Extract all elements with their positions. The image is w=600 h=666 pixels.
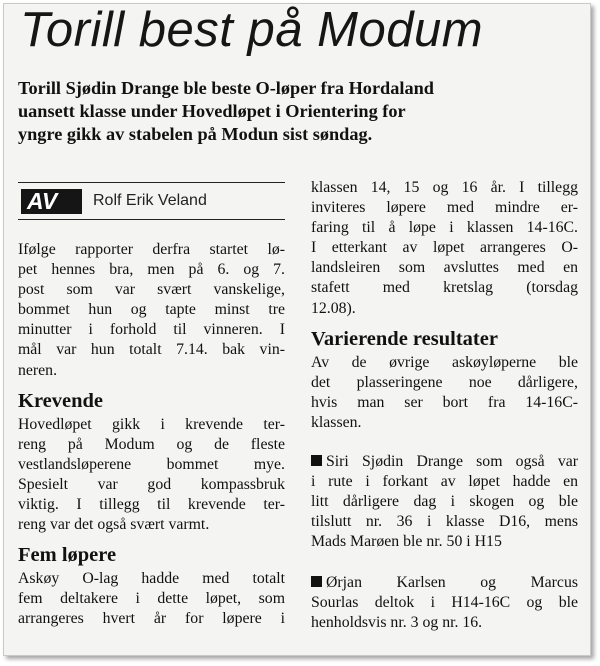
text-line: i rute i forkant av løpet hadde en bbox=[311, 473, 578, 491]
text-line: Mads Marøen ble nr. 50 i H15 bbox=[311, 533, 502, 551]
paragraph bbox=[311, 353, 578, 433]
text-line bbox=[311, 573, 578, 593]
text-line: Hovedløpet gikk i krevende ter- bbox=[18, 415, 285, 433]
text-line: inviteres løpere med mindre er- bbox=[311, 199, 578, 217]
text-line-content: Siri Sjødin Drange som også var bbox=[326, 453, 578, 471]
text-line: post som var svært vanskelige, bbox=[18, 281, 285, 299]
headline: Torill best på Modum bbox=[20, 3, 484, 57]
text-line: I etterkant av løpet arrangeres O- bbox=[311, 239, 578, 257]
text-line: fem deltakere i dette løpet, som bbox=[18, 590, 285, 608]
text-line: Spesielt var god kompassbruk bbox=[18, 475, 285, 493]
text-line: neren. bbox=[18, 361, 58, 379]
av-logo bbox=[21, 189, 82, 214]
text-line: hvis man ser bort fra 14-16C- bbox=[311, 393, 578, 411]
text-line: Av de øvrige askøyløperne ble bbox=[311, 353, 578, 371]
text-line: henholdsvis nr. 3 og nr. 16. bbox=[311, 613, 483, 631]
lead-line: Torill Sjødin Drange ble beste O-løper fra Hordaland bbox=[18, 78, 434, 98]
text-line: vestlandsløperene bommet mye. bbox=[18, 455, 285, 473]
text-line: Sourlas deltok i H14-16C og ble bbox=[311, 593, 578, 611]
article-column-2 bbox=[311, 178, 578, 633]
text-line: reng på Modum og de fleste bbox=[18, 435, 285, 453]
text-line bbox=[311, 452, 578, 472]
subheading-fem-lopere: Fem løpere bbox=[18, 544, 117, 567]
text-line: mål var hun totalt 7.14. bak vin- bbox=[18, 341, 285, 359]
paragraph bbox=[311, 178, 578, 319]
paragraph bbox=[311, 573, 578, 633]
av-logo-text: AV bbox=[27, 188, 58, 214]
text-line: litt dårligere dag i skogen og ble bbox=[311, 493, 578, 511]
text-line: viktig. I tillegg til krevende ter- bbox=[18, 496, 285, 514]
text-line: arrangeres hvert år for løpere i bbox=[18, 610, 285, 628]
text-line: stafett med kretslag (torsdag bbox=[311, 279, 578, 297]
lead-line: yngre gikk av stabelen på Modun sist søndag. bbox=[18, 124, 373, 144]
bullet-square-icon bbox=[311, 576, 322, 587]
text-line: faring til å løpe i klassen 14-16C. bbox=[311, 219, 578, 237]
text-line: tilslutt nr. 36 i klasse D16, mens bbox=[311, 513, 578, 531]
lead-paragraph bbox=[18, 77, 578, 146]
text-line: reng var det også svært varmt. bbox=[18, 516, 210, 534]
text-line: Askøy O-lag hadde med totalt bbox=[18, 570, 285, 588]
text-line: 12.08). bbox=[311, 299, 356, 317]
text-line: klassen 14, 15 og 16 år. I tillegg bbox=[311, 179, 578, 196]
author-name: Rolf Erik Veland bbox=[93, 192, 207, 209]
lead-line: uansett klasse under Hovedløpet i Orientering for bbox=[18, 101, 406, 121]
subheading-varierende-resultater: Varierende resultater bbox=[311, 327, 498, 350]
paragraph bbox=[18, 569, 285, 629]
text-line: Ifølge rapporter derfra startet lø- bbox=[18, 241, 285, 258]
text-line-content: Ørjan Karlsen og Marcus bbox=[326, 573, 578, 591]
text-line: pet hennes bra, men på 6. og 7. bbox=[18, 261, 285, 279]
bullet-square-icon bbox=[311, 455, 322, 466]
newspaper-clipping bbox=[3, 3, 591, 656]
text-line: bommet hun og tapte minst tre bbox=[18, 301, 285, 319]
paragraph bbox=[18, 415, 285, 536]
text-line: klassen. bbox=[311, 413, 362, 431]
byline bbox=[18, 182, 285, 220]
article-column-1 bbox=[18, 182, 285, 630]
text-line: minutter i forhold til vinneren. I bbox=[18, 321, 285, 339]
paragraph bbox=[311, 452, 578, 552]
text-line: det plasseringene noe dårligere, bbox=[311, 373, 578, 391]
paragraph bbox=[18, 240, 285, 381]
text-line: landsleiren som avsluttes med en bbox=[311, 259, 578, 277]
subheading-krevende: Krevende bbox=[18, 389, 104, 412]
